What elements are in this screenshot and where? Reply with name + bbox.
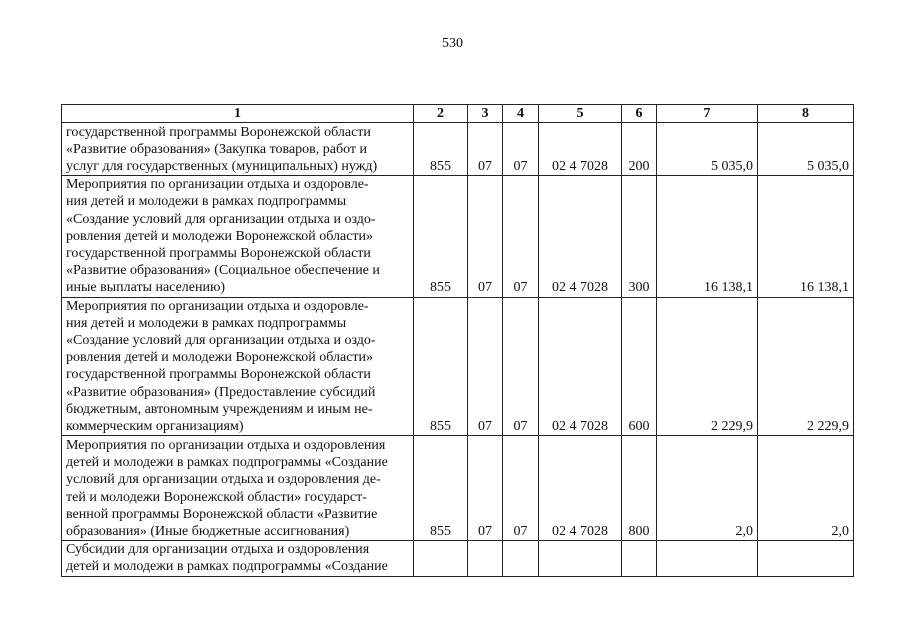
cell-ministry-code: 855 (414, 436, 468, 541)
cell-subsection: 07 (503, 436, 539, 541)
cell-expense-type: 200 (622, 123, 657, 176)
description-line: Мероприятия по организации отдыха и оздоровления (66, 438, 386, 454)
table-row (62, 123, 854, 176)
description-line: «Создание условий для организации отдыха и оздо- (66, 333, 376, 349)
column-header-6: 6 (622, 105, 657, 123)
description-line: тей и молодежи Воронежской области» государст- (66, 489, 367, 505)
table-row (62, 176, 854, 297)
table-header-row (62, 105, 854, 123)
description-line: государственной программы Воронежской области (66, 246, 371, 262)
row-description (62, 297, 414, 436)
row-description (62, 123, 414, 176)
cell-amount-7: 16 138,1 (657, 176, 758, 297)
description-line: Мероприятия по организации отдыха и оздоровле- (66, 177, 369, 193)
cell-ministry-code: 855 (414, 123, 468, 176)
description-line: детей и молодежи в рамках подпрограммы «Создание (66, 559, 388, 575)
cell-section: 07 (468, 123, 503, 176)
row-description (62, 541, 414, 576)
cell-expense-type: 800 (622, 436, 657, 541)
cell-amount-8: 2 229,9 (758, 297, 854, 436)
description-line: ния детей и молодежи в рамках подпрограммы (66, 194, 347, 210)
description-line: «Развитие образования» (Закупка товаров, работ и (66, 141, 368, 157)
column-header-5: 5 (539, 105, 622, 123)
description-line: коммерческим организациям) (66, 419, 244, 435)
cell-section: 07 (468, 176, 503, 297)
description-line: детей и молодежи в рамках подпрограммы «Создание (66, 455, 388, 471)
cell-expense-type (622, 541, 657, 576)
cell-target-article (539, 541, 622, 576)
description-line: условий для организации отдыха и оздоровления де- (66, 472, 381, 488)
cell-target-article: 02 4 7028 (539, 436, 622, 541)
cell-subsection: 07 (503, 176, 539, 297)
description-line: государственной программы Воронежской области (66, 367, 371, 383)
cell-ministry-code: 855 (414, 297, 468, 436)
cell-section: 07 (468, 436, 503, 541)
description-line: государственной программы Воронежской области (66, 124, 371, 140)
description-line: Субсидии для организации отдыха и оздоровления (66, 542, 370, 558)
column-header-7: 7 (657, 105, 758, 123)
cell-target-article: 02 4 7028 (539, 123, 622, 176)
row-description (62, 436, 414, 541)
cell-subsection: 07 (503, 123, 539, 176)
column-header-8: 8 (758, 105, 854, 123)
description-line: венной программы Воронежской области «Развитие (66, 506, 378, 522)
cell-ministry-code: 855 (414, 176, 468, 297)
cell-target-article: 02 4 7028 (539, 297, 622, 436)
cell-subsection (503, 541, 539, 576)
cell-expense-type: 600 (622, 297, 657, 436)
description-line: «Создание условий для организации отдыха и оздо- (66, 211, 376, 227)
description-line: «Развитие образования» (Социальное обеспечение и (66, 263, 380, 279)
cell-amount-7: 2,0 (657, 436, 758, 541)
cell-ministry-code (414, 541, 468, 576)
description-line: ровления детей и молодежи Воронежской области» (66, 350, 374, 366)
description-line: Мероприятия по организации отдыха и оздоровле- (66, 298, 369, 314)
column-header-3: 3 (468, 105, 503, 123)
description-line: образования» (Иные бюджетные ассигнования) (66, 524, 350, 540)
cell-amount-8: 2,0 (758, 436, 854, 541)
cell-target-article: 02 4 7028 (539, 176, 622, 297)
description-line: ния детей и молодежи в рамках подпрограммы (66, 315, 347, 331)
column-header-2: 2 (414, 105, 468, 123)
cell-amount-8 (758, 541, 854, 576)
cell-section (468, 541, 503, 576)
cell-amount-7: 2 229,9 (657, 297, 758, 436)
cell-expense-type: 300 (622, 176, 657, 297)
page-number: 530 (442, 36, 463, 51)
cell-section: 07 (468, 297, 503, 436)
cell-amount-7 (657, 541, 758, 576)
cell-amount-8: 16 138,1 (758, 176, 854, 297)
column-header-1: 1 (62, 105, 414, 123)
description-line: ровления детей и молодежи Воронежской области» (66, 228, 374, 244)
description-line: иные выплаты населению) (66, 280, 226, 296)
row-description (62, 176, 414, 297)
table-row (62, 436, 854, 541)
description-line: услуг для государственных (муниципальных) нужд) (66, 159, 378, 174)
description-line: «Развитие образования» (Предоставление субсидий (66, 384, 376, 400)
table-row (62, 541, 854, 576)
column-header-4: 4 (503, 105, 539, 123)
cell-amount-8: 5 035,0 (758, 123, 854, 176)
description-line: бюджетным, автономным учреждениям и иным не- (66, 401, 373, 417)
table-row (62, 297, 854, 436)
cell-subsection: 07 (503, 297, 539, 436)
budget-table (61, 104, 854, 577)
cell-amount-7: 5 035,0 (657, 123, 758, 176)
